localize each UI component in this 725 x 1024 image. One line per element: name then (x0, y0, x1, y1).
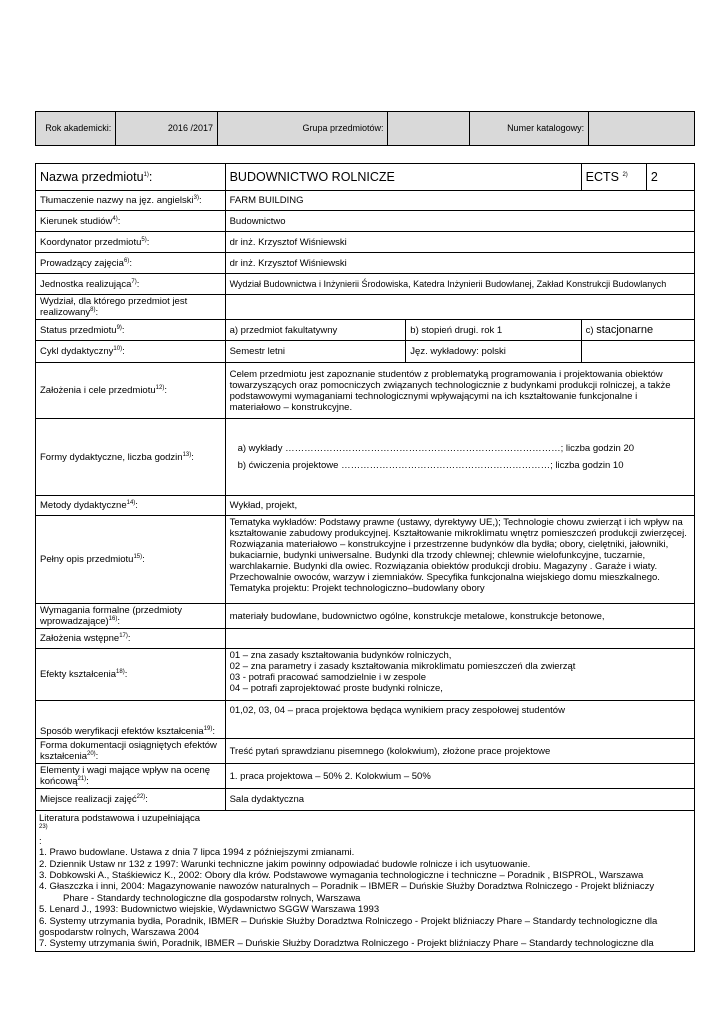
zalozenia-value: Celem przedmiotu jest zapoznanie studentów z problematyką programowania i projektowania obiektów towarzyszących oraz pomocniczych związanych technologicznie z budynkami produkcji rolniczej, a także podstawowymi wymaganiami technologicznymi wpływającymi na ich kształtowanie funkcjonalne i materiałowo – konstrukcyjne. (225, 363, 694, 419)
row-wymagania (36, 604, 695, 629)
row-koordynator (36, 232, 695, 253)
row-prowadzacy (36, 253, 695, 274)
row-weryfikacja (36, 701, 695, 739)
rok-label: Rok akademicki: (36, 112, 116, 146)
opis-value: Tematyka wykładów: Podstawy prawne (ustawy, dyrektywy UE,); Technologie chowu zwierząt i ich wpływ na kształtowanie zabudowy produkcyjnej. Kształtowanie mikroklimatu wnętrz pomieszczeń produkcji zwierzęcej. Rozwiązania materiałowo – konstrukcyjne i przestrzenne budynków dla bydła; obory, cielętniki, jałowniki, bukaciarnie, budynki uniwersalne. Budynki dla trzody chlewnej; chlewnie wielofunkcyjne, tuczarnie, warchlakarnie. Budynki dla owiec. Rozwiązania obiektów produkcji drobiu. Magazyny . Garaże i wiaty. Przechowalnie owoców, warzyw i ziemniaków. Specyfika funkcjonalna wiejskiego domu mieszkalnego. Tematyka projektu: Projekt technologiczno–budowlany obory (225, 516, 694, 604)
elementy-label: Elementy i wagi mające wpływ na ocenę końcową$^{21)}$: (36, 764, 226, 789)
row-formy (36, 419, 695, 496)
cykl-label: Cykl dydaktyczny$^{10)}$: (36, 341, 226, 363)
row-cykl (36, 341, 695, 363)
weryfikacja-value: 01,02, 03, 04 – praca projektowa będąca wynikiem pracy zespołowej studentów (225, 701, 694, 739)
formy-label: Formy dydaktyczne, liczba godzin$^{13)}$: (36, 419, 226, 496)
row-efekty (36, 649, 695, 701)
kierunek-label: Kierunek studiów$^{4)}$: (36, 211, 226, 232)
row-opis (36, 516, 695, 604)
row-jednostka (36, 274, 695, 295)
numer-label: Numer katalogowy: (470, 112, 589, 146)
literatura-item: 6. Systemy utrzymania bydła, Poradnik, IBMER – Duńskie Służby Doradztwa Rolniczego - Projekt bliźniaczy Phare – Standardy technologiczne dla (39, 915, 658, 927)
literatura-item: 1. Prawo budowlane. Ustawa z dnia 7 lipca 1994 z późniejszymi zmianami. (39, 847, 355, 859)
row-wydzial (36, 295, 695, 320)
row-literatura (36, 811, 695, 952)
row-miejsce (36, 789, 695, 811)
row-nazwa (36, 164, 695, 191)
literatura-item: gospodarstw rolnych, Warszawa 2004 (39, 927, 200, 939)
efekty-value (225, 649, 694, 701)
grupa-value (388, 112, 470, 146)
literatura-item: 3. Dobkowski A., Staśkiewicz K., 2002: Obory dla krów. Podstawowe wymagania technologiczne i techniczne – Poradnik , BISPROL, Warszawa (39, 870, 644, 882)
koordynator-label: Koordynator przedmiotu$^{5)}$: (36, 232, 226, 253)
formy-line: b) ćwiczenia projektowe …………………………………………………………; liczba godzin 10 (237, 460, 624, 471)
literatura-item: Phare - Standardy technologiczne dla gospodarstw rolnych, Warszawa (63, 892, 361, 904)
literatura-item: 7. Systemy utrzymania świń, Poradnik, IBMER – Duńskie Służby Doradztwa Rolniczego - Projekt bliźniaczy Phare – Standardy technologiczne dla (39, 938, 654, 950)
efekty-label: Efekty kształcenia$^{18)}$: (36, 649, 226, 701)
status-label: Status przedmiotu$^{9)}$: (36, 320, 226, 341)
zalozenia-wstepne-value (225, 629, 694, 649)
row-metody (36, 496, 695, 516)
ects-label: ECTS $^{2)}$ (581, 164, 646, 191)
nazwa-label: Nazwa przedmiotu$^{1)}$: (36, 164, 226, 191)
opis-label: Pełny opis przedmiotu$^{15)}$: (36, 516, 226, 604)
literatura-item: 5. Lenard J., 1993: Budownictwo wiejskie, Wydawnictwo SGGW Warszawa 1993 (39, 904, 380, 916)
literatura-item: 2. Dziennik Ustaw nr 132 z 1997: Warunki techniczne jakim powinny odpowiadać budowle rolnicze i ich usytuowanie. (39, 858, 531, 870)
zalozenia-wstepne-label: Założenia wstępne$^{17)}$: (36, 629, 226, 649)
cykl-value: Semestr letni (225, 341, 406, 363)
tlumaczenie-label: Tłumaczenie nazwy na jęz. angielski$^{3)}$: (36, 191, 226, 211)
literatura-item: 4. Głaszczka i inni, 2004: Magazynowanie nawozów naturalnych – Poradnik – IBMER – Duńskie Służby Doradztwa Rolniczego - Projekt bliźniaczy (39, 881, 655, 893)
course-table (35, 163, 695, 952)
status-a: a) przedmiot fakultatywny (225, 320, 406, 341)
weryfikacja-label: Sposób weryfikacji efektów kształcenia$^{19)}$: (36, 701, 226, 739)
row-elementy (36, 764, 695, 789)
literatura-label: Literatura podstawowa i uzupełniająca $^{23)}$ : (39, 813, 201, 847)
row-zalozenia (36, 363, 695, 419)
miejsce-label: Miejsce realizacji zajęć$^{22)}$: (36, 789, 226, 811)
efekt-line: 02 – zna parametry i zasady kształtowania mikroklimatu pomieszczeń dla zwierząt (229, 661, 576, 672)
jezyk-value: Jęz. wykładowy: polski (406, 341, 581, 363)
status-c: c) stacjonarne (581, 320, 694, 341)
ects-value: 2 (646, 164, 694, 191)
row-tlumaczenie (36, 191, 695, 211)
status-b: b) stopień drugi. rok 1 (406, 320, 581, 341)
prowadzacy-label: Prowadzący zajęcia$^{6)}$: (36, 253, 226, 274)
koordynator-value: dr inż. Krzysztof Wiśniewski (225, 232, 694, 253)
kierunek-value: Budownictwo (225, 211, 694, 232)
dokumentacja-value: Treść pytań sprawdzianu pisemnego (kolokwium), złożone prace projektowe (225, 739, 694, 764)
zalozenia-label: Założenia i cele przedmiotu$^{12)}$: (36, 363, 226, 419)
jednostka-value: Wydział Budownictwa i Inżynierii Środowiska, Katedra Inżynierii Budowlanej, Zakład Konstrukcji Budowlanych (225, 274, 694, 295)
wydzial-value (225, 295, 694, 320)
row-status (36, 320, 695, 341)
formy-value (225, 419, 694, 496)
dokumentacja-label: Forma dokumentacji osiągniętych efektów kształcenia$^{20)}$: (36, 739, 226, 764)
row-kierunek (36, 211, 695, 232)
metody-label: Metody dydaktyczne$^{14)}$: (36, 496, 226, 516)
tlumaczenie-value: FARM BUILDING (225, 191, 694, 211)
efekt-line: 04 – potrafi zaprojektować proste budynki rolnicze, (229, 683, 443, 694)
cykl-extra (581, 341, 694, 363)
wymagania-label: Wymagania formalne (przedmioty wprowadzające)$^{16)}$: (36, 604, 226, 629)
miejsce-value: Sala dydaktyczna (225, 789, 694, 811)
efekt-line: 03 - potrafi pracować samodzielnie i w zespole (229, 672, 427, 683)
prowadzacy-value: dr inż. Krzysztof Wiśniewski (225, 253, 694, 274)
row-zalozenia-wstepne (36, 629, 695, 649)
formy-line: a) wykłady ……………………………………………………………………………; liczba godzin 20 (237, 443, 635, 454)
header-table (35, 111, 695, 146)
wydzial-label: Wydział, dla którego przedmiot jest realizowany$^{8)}$: (36, 295, 226, 320)
numer-value (589, 112, 695, 146)
wymagania-value: materiały budowlane, budownictwo ogólne, konstrukcje metalowe, konstrukcje betonowe, (225, 604, 694, 629)
grupa-label: Grupa przedmiotów: (217, 112, 388, 146)
efekt-line: 01 – zna zasady kształtowania budynków rolniczych, (229, 650, 452, 661)
literatura-block (36, 811, 695, 952)
row-dokumentacja (36, 739, 695, 764)
nazwa-value: BUDOWNICTWO ROLNICZE (225, 164, 581, 191)
rok-value: 2016 /2017 (116, 112, 218, 146)
metody-value: Wykład, projekt, (225, 496, 694, 516)
jednostka-label: Jednostka realizująca$^{7)}$: (36, 274, 226, 295)
elementy-value: 1. praca projektowa – 50% 2. Kolokwium – 50% (225, 764, 694, 789)
